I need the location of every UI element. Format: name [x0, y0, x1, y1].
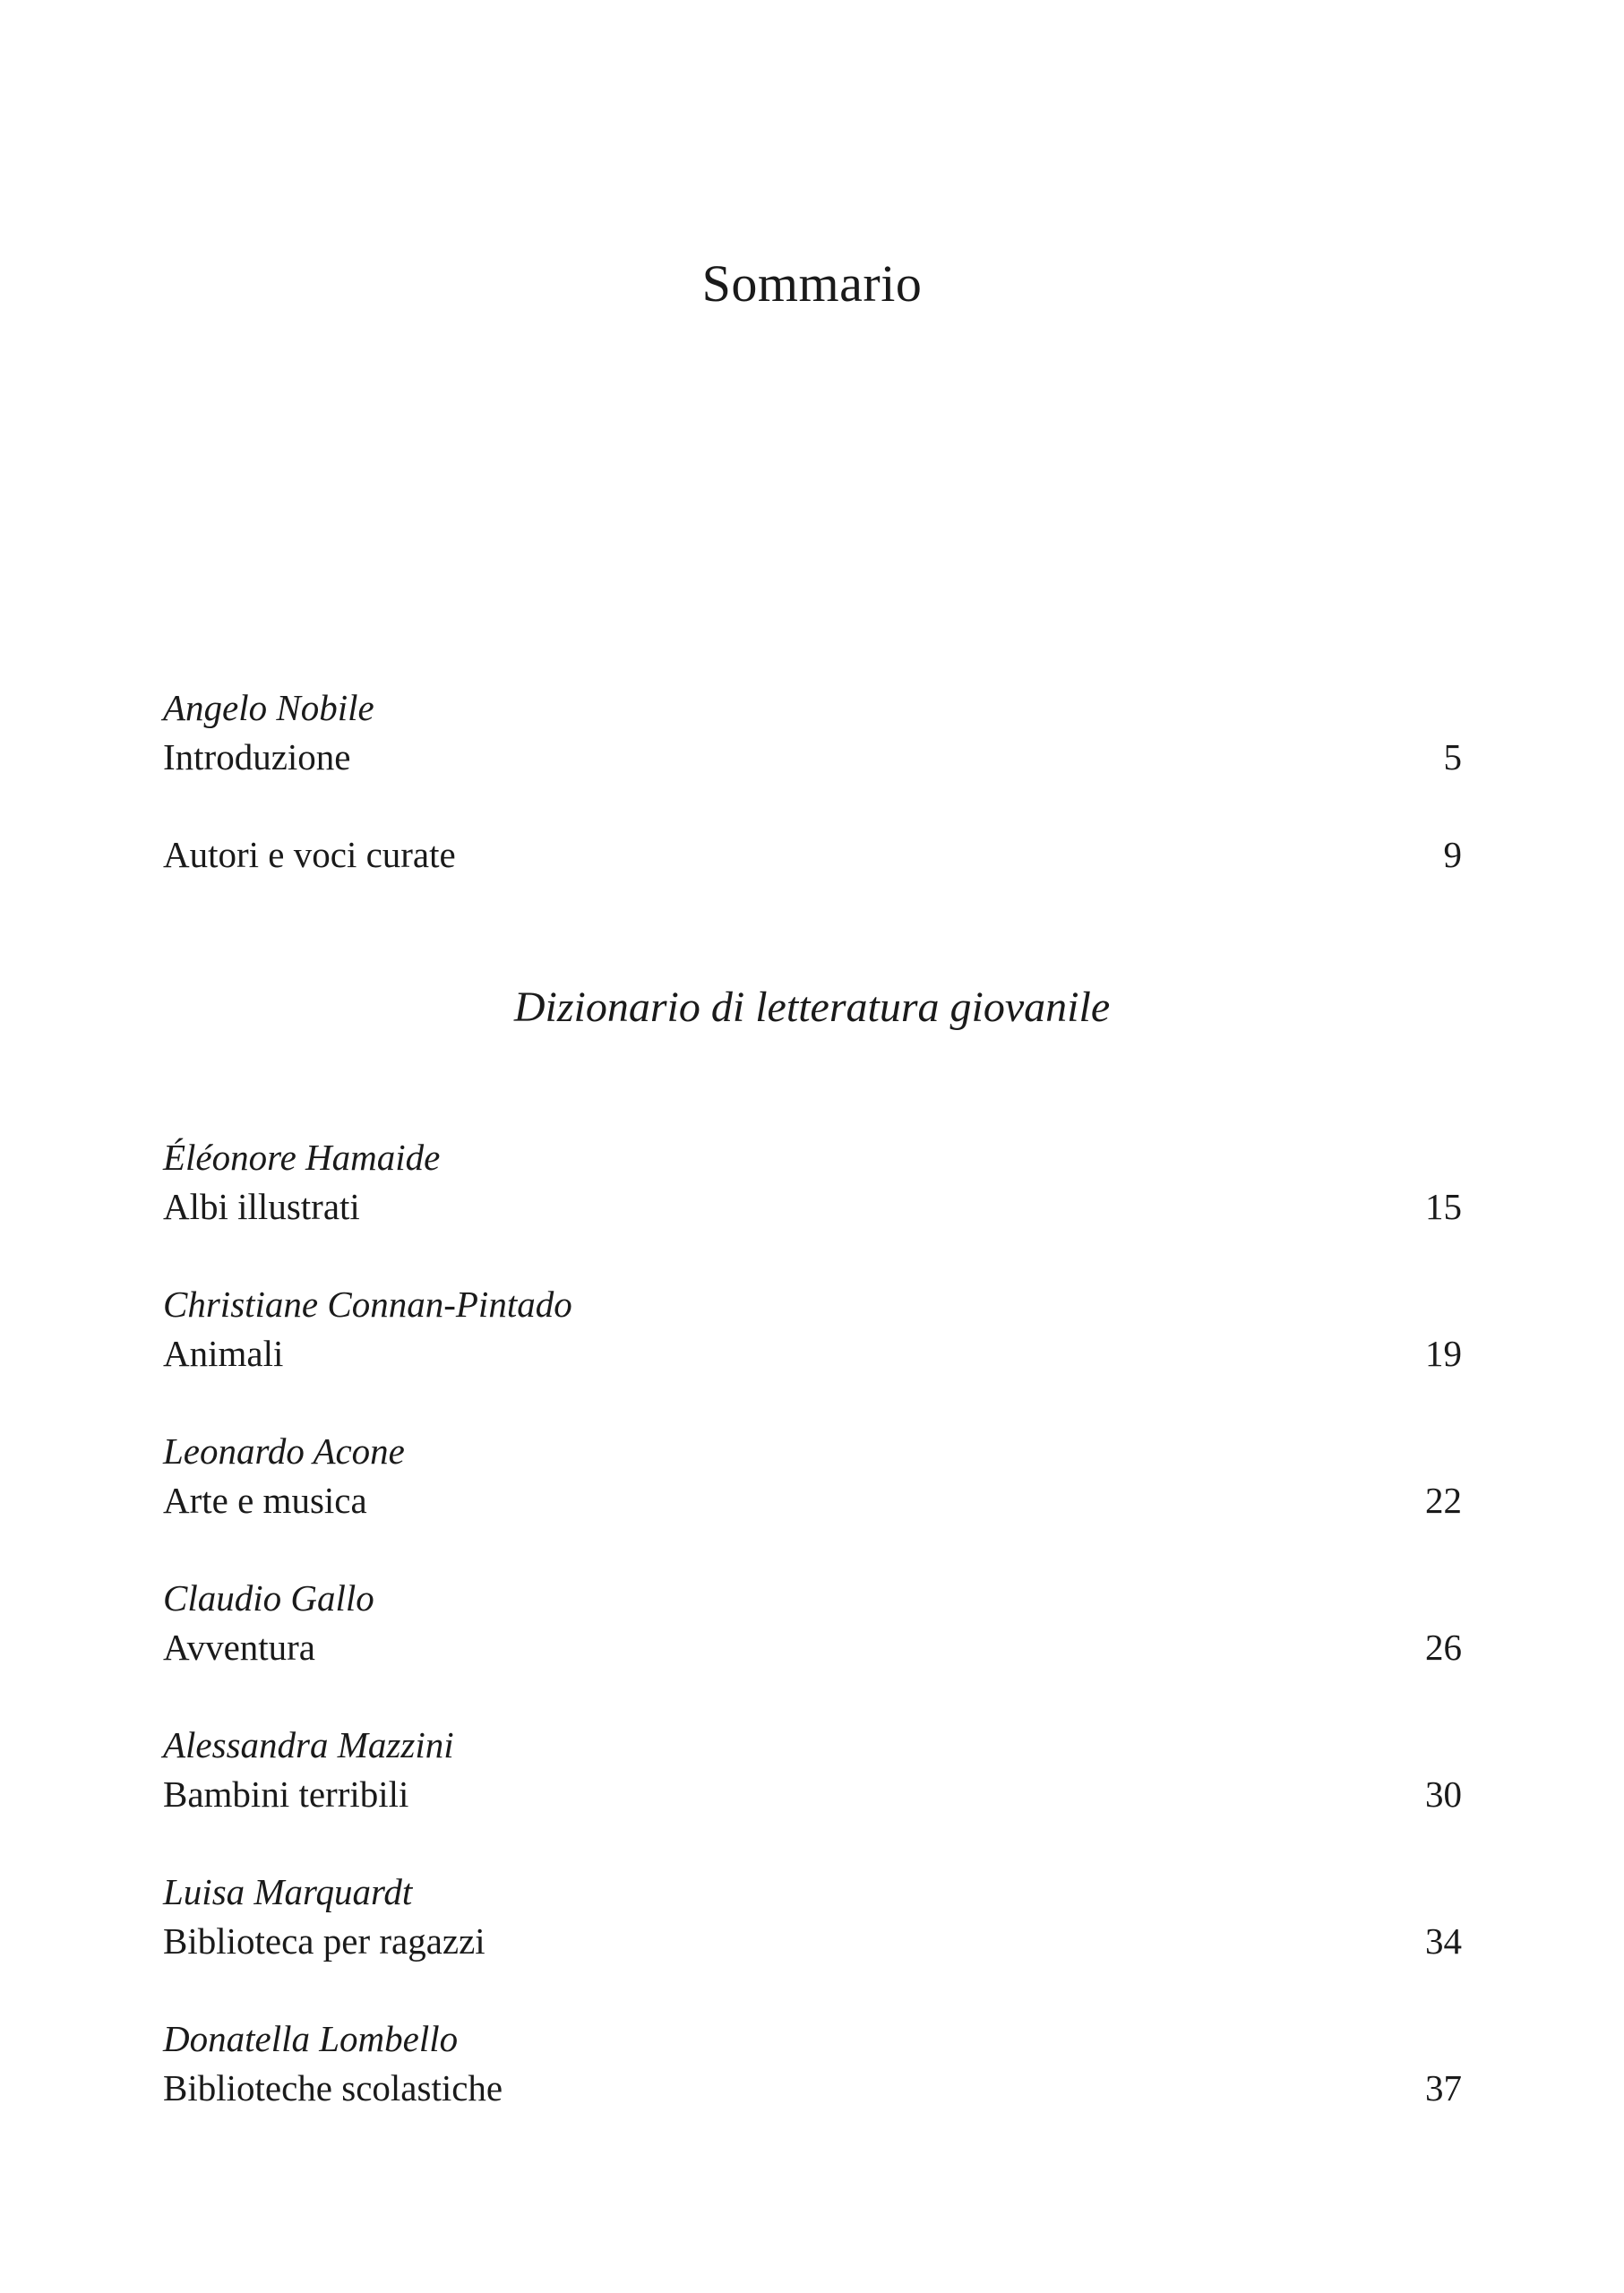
entry-page-number: 37	[1425, 2067, 1462, 2108]
toc-entry	[163, 2014, 1462, 2113]
entry-page-number: 9	[1443, 834, 1462, 875]
section-title: Dizionario di letteratura giovanile	[513, 983, 1111, 1031]
entry-title: Avventura	[163, 1627, 316, 1668]
entry-row	[163, 1329, 1462, 1378]
toc-entry	[163, 1427, 1462, 1525]
entry-author: Claudio Gallo	[163, 1577, 374, 1619]
entry-page-number: 22	[1425, 1480, 1462, 1521]
toc-entry	[163, 1133, 1462, 1232]
entry-title: Albi illustrati	[163, 1186, 360, 1227]
entry-author: Éléonore Hamaide	[163, 1137, 441, 1178]
toc-entry	[163, 1721, 1462, 1819]
toc-entry	[163, 1574, 1462, 1672]
toc-entry	[163, 683, 1462, 782]
entry-row	[163, 733, 1462, 782]
entry-row	[163, 1770, 1462, 1819]
entry-row	[163, 2064, 1462, 2113]
entry-row	[163, 1182, 1462, 1232]
entry-row	[163, 1623, 1462, 1672]
entry-title: Arte e musica	[163, 1480, 367, 1521]
entry-author: Alessandra Mazzini	[163, 1724, 454, 1765]
entry-page-number: 15	[1425, 1186, 1462, 1227]
entry-author: Christiane Connan-Pintado	[163, 1284, 572, 1325]
entry-page-number: 34	[1425, 1920, 1462, 1962]
entry-row	[163, 830, 1462, 880]
entry-title: Bambini terribili	[163, 1773, 409, 1815]
toc-entry	[163, 1868, 1462, 1966]
toc-entry	[163, 1280, 1462, 1378]
entry-author: Donatella Lombello	[163, 2018, 459, 2059]
entry-page-number: 30	[1425, 1773, 1462, 1815]
entry-title: Animali	[163, 1333, 284, 1374]
page-title: Sommario	[701, 254, 923, 313]
entry-title: Autori e voci curate	[163, 834, 456, 875]
toc-entry	[163, 830, 1462, 880]
entry-author: Luisa Marquardt	[163, 1871, 413, 1912]
entry-row	[163, 1917, 1462, 1966]
entry-title: Biblioteche scolastiche	[163, 2067, 503, 2108]
entry-page-number: 19	[1425, 1333, 1462, 1374]
entry-title: Biblioteca per ragazzi	[163, 1920, 485, 1962]
entry-row	[163, 1476, 1462, 1525]
entry-title: Introduzione	[163, 736, 351, 777]
entry-page-number: 26	[1425, 1627, 1462, 1668]
entry-page-number: 5	[1443, 736, 1462, 777]
entry-author: Angelo Nobile	[163, 687, 374, 728]
entry-author: Leonardo Acone	[163, 1430, 405, 1472]
